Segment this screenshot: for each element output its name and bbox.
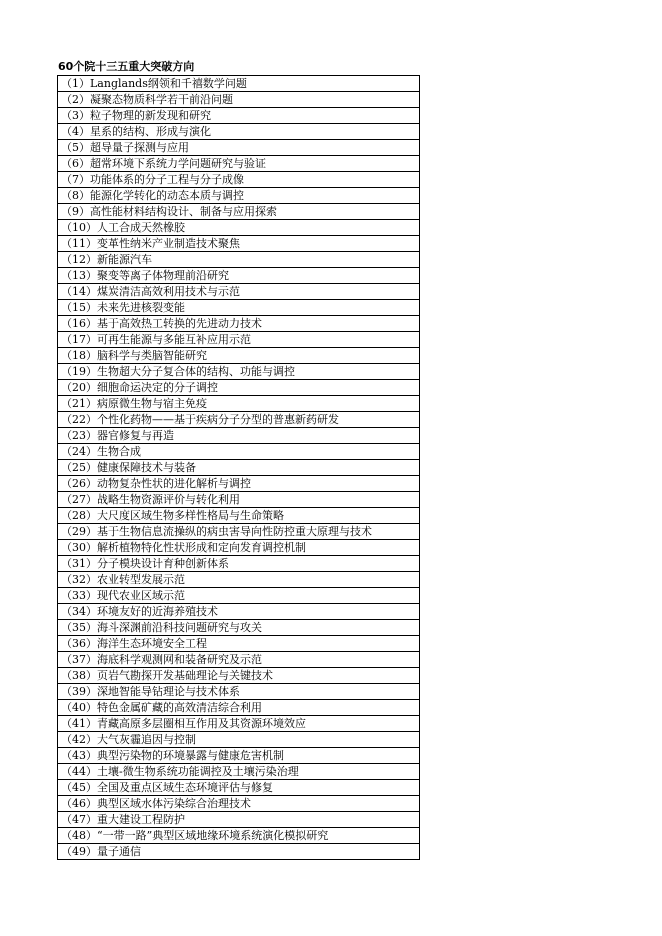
list-item: （35）海斗深渊前沿科技问题研究与攻关	[58, 620, 419, 636]
list-item: （13）聚变等离子体物理前沿研究	[58, 268, 419, 284]
list-item: （42）大气灰霾追因与控制	[58, 732, 419, 748]
list-item: （11）变革性纳米产业制造技术聚焦	[58, 236, 419, 252]
list-item: （46）典型区域水体污染综合治理技术	[58, 796, 419, 812]
list-item: （16）基于高效热工转换的先进动力技术	[58, 316, 419, 332]
list-item: （5）超导量子探测与应用	[58, 140, 419, 156]
list-item: （30）解析植物特化性状形成和定向发育调控机制	[58, 540, 419, 556]
list-item: （14）煤炭清洁高效利用技术与示范	[58, 284, 419, 300]
list-item: （47）重大建设工程防护	[58, 812, 419, 828]
list-item: （17）可再生能源与多能互补应用示范	[58, 332, 419, 348]
list-item: （24）生物合成	[58, 444, 419, 460]
list-item: （18）脑科学与类脑智能研究	[58, 348, 419, 364]
list-item: （4）星系的结构、形成与演化	[58, 124, 419, 140]
list-item: （41）青藏高原多层圈相互作用及其资源环境效应	[58, 716, 419, 732]
list-item: （39）深地智能导钻理论与技术体系	[58, 684, 419, 700]
list-item: （44）土壤-微生物系统功能调控及土壤污染治理	[58, 764, 419, 780]
list-item: （12）新能源汽车	[58, 252, 419, 268]
page-title: 60个院十三五重大突破方向	[58, 60, 195, 73]
list-item: （9）高性能材料结构设计、制备与应用探索	[58, 204, 419, 220]
list-item: （21）病原微生物与宿主免疫	[58, 396, 419, 412]
list-item: （48）“一带一路”典型区域地缘环境系统演化模拟研究	[58, 828, 419, 844]
list-item: （6）超常环境下系统力学问题研究与验证	[58, 156, 419, 172]
directions-list	[57, 75, 420, 860]
list-item: （36）海洋生态环境安全工程	[58, 636, 419, 652]
list-item: （45）全国及重点区域生态环境评估与修复	[58, 780, 419, 796]
list-item: （43）典型污染物的环境暴露与健康危害机制	[58, 748, 419, 764]
list-item: （7）功能体系的分子工程与分子成像	[58, 172, 419, 188]
list-item: （2）凝聚态物质科学若干前沿问题	[58, 92, 419, 108]
list-item: （3）粒子物理的新发现和研究	[58, 108, 419, 124]
list-item: （28）大尺度区域生物多样性格局与生命策略	[58, 508, 419, 524]
list-item: （15）未来先进核裂变能	[58, 300, 419, 316]
list-item: （32）农业转型发展示范	[58, 572, 419, 588]
list-item: （29）基于生物信息流操纵的病虫害导向性防控重大原理与技术	[58, 524, 419, 540]
list-item: （19）生物超大分子复合体的结构、功能与调控	[58, 364, 419, 380]
list-item: （27）战略生物资源评价与转化利用	[58, 492, 419, 508]
list-item: （20）细胞命运决定的分子调控	[58, 380, 419, 396]
list-item: （8）能源化学转化的动态本质与调控	[58, 188, 419, 204]
list-item: （10）人工合成天然橡胶	[58, 220, 419, 236]
list-item: （1）Langlands纲领和千禧数学问题	[58, 76, 419, 92]
list-item: （25）健康保障技术与装备	[58, 460, 419, 476]
list-item: （33）现代农业区域示范	[58, 588, 419, 604]
list-item: （37）海底科学观测网和装备研究及示范	[58, 652, 419, 668]
list-item: （34）环境友好的近海养殖技术	[58, 604, 419, 620]
list-item: （31）分子模块设计育种创新体系	[58, 556, 419, 572]
list-item: （38）页岩气勘探开发基础理论与关键技术	[58, 668, 419, 684]
list-item: （49）量子通信	[58, 844, 419, 860]
list-item: （23）器官修复与再造	[58, 428, 419, 444]
list-item: （40）特色金属矿藏的高效清洁综合利用	[58, 700, 419, 716]
list-item: （22）个性化药物——基于疾病分子分型的普惠新药研发	[58, 412, 419, 428]
list-item: （26）动物复杂性状的进化解析与调控	[58, 476, 419, 492]
